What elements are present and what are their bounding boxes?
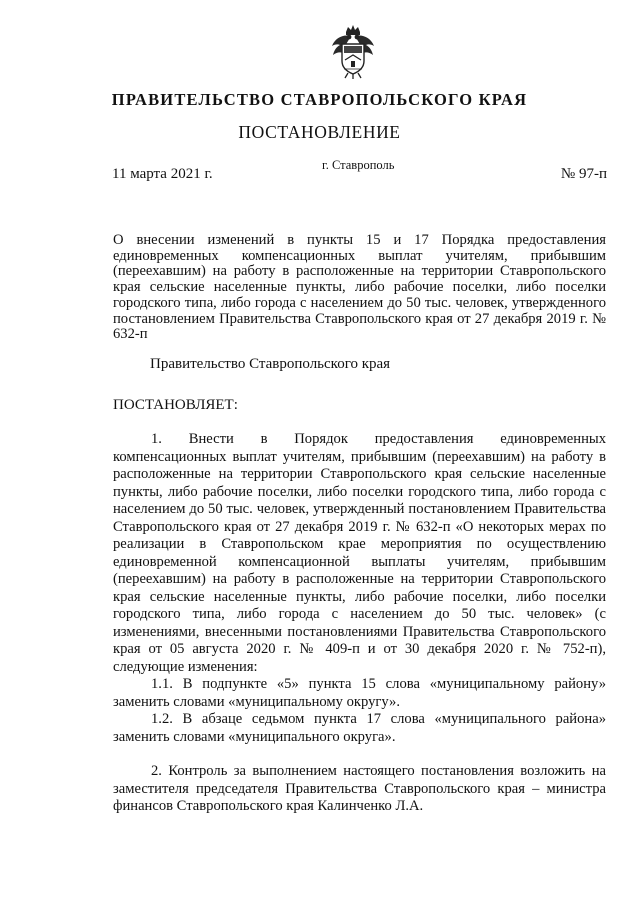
- paragraph-1-1: 1.1. В подпункте «5» пункта 15 слова «муниципальному району» заменить словами «муниципальному округу».: [113, 676, 606, 710]
- government-name: ПРАВИТЕЛЬСТВО СТАВРОПОЛЬСКОГО КРАЯ: [111, 90, 528, 109]
- document-body: [113, 431, 606, 816]
- document-type: ПОСТАНОВЛЕНИЕ: [238, 122, 401, 142]
- paragraph-2: 2. Контроль за выполнением настоящего постановления возложить на заместителя председателя Правительства Ставропольского края – министра финансов Ставропольского края Калинченко Л.А.: [113, 763, 606, 814]
- document-city: г. Ставрополь: [322, 158, 395, 172]
- document-number: № 97-п: [560, 166, 607, 182]
- paragraph-1-2: 1.2. В абзаце седьмом пункта 17 слова «муниципального района» заменить словами «муниципального округа».: [113, 711, 606, 745]
- decree-word: ПОСТАНОВЛЯЕТ:: [113, 397, 238, 413]
- document-date: 11 марта 2021 г.: [112, 166, 213, 182]
- preamble-actor: Правительство Ставропольского края: [150, 356, 391, 372]
- stavropol-coat-of-arms-icon: [329, 24, 377, 80]
- document-subject: О внесении изменений в пункты 15 и 17 Порядка предоставления единовременных компенсационных выплат учителям, прибывшим (переехавшим) на работу в расположенные на территории Ставропольского края сельские населенные пункты, либо рабочие поселки, либо поселки городского типа, либо города с населением до 50 тыс. человек, утвержденного постановлением Правительства Ставропольского края от 27 декабря 2019 г. № 632-п: [113, 232, 606, 343]
- paragraph-1: 1. Внести в Порядок предоставления единовременных компенсационных выплат учителям, прибывшим (переехавшим) на работу в расположенные на территории Ставропольского края сельские населенные пункты, либо рабочие поселки, либо поселки городского типа, либо города с населением до 50 тыс. человек, утвержденный постановлением Правительства Ставропольского края от 27 декабря 2019 г. № 632-п «О некоторых мерах по реализации в Ставропольском крае мероприятия по осуществлению единовременной компенсационной выплаты учителям, прибывшим (переехавшим) на работу в расположенные на территории Ставропольского края сельские населенные пункты, либо рабочие поселки, либо поселки городского типа, либо города с населением до 50 тыс. человек» (с изменениями, внесенными постановлениями Правительства Ставропольского края от 05 августа 2020 г. № 409-п и от 30 декабря 2020 г. № 752-п), следующие изменения:: [113, 431, 606, 675]
